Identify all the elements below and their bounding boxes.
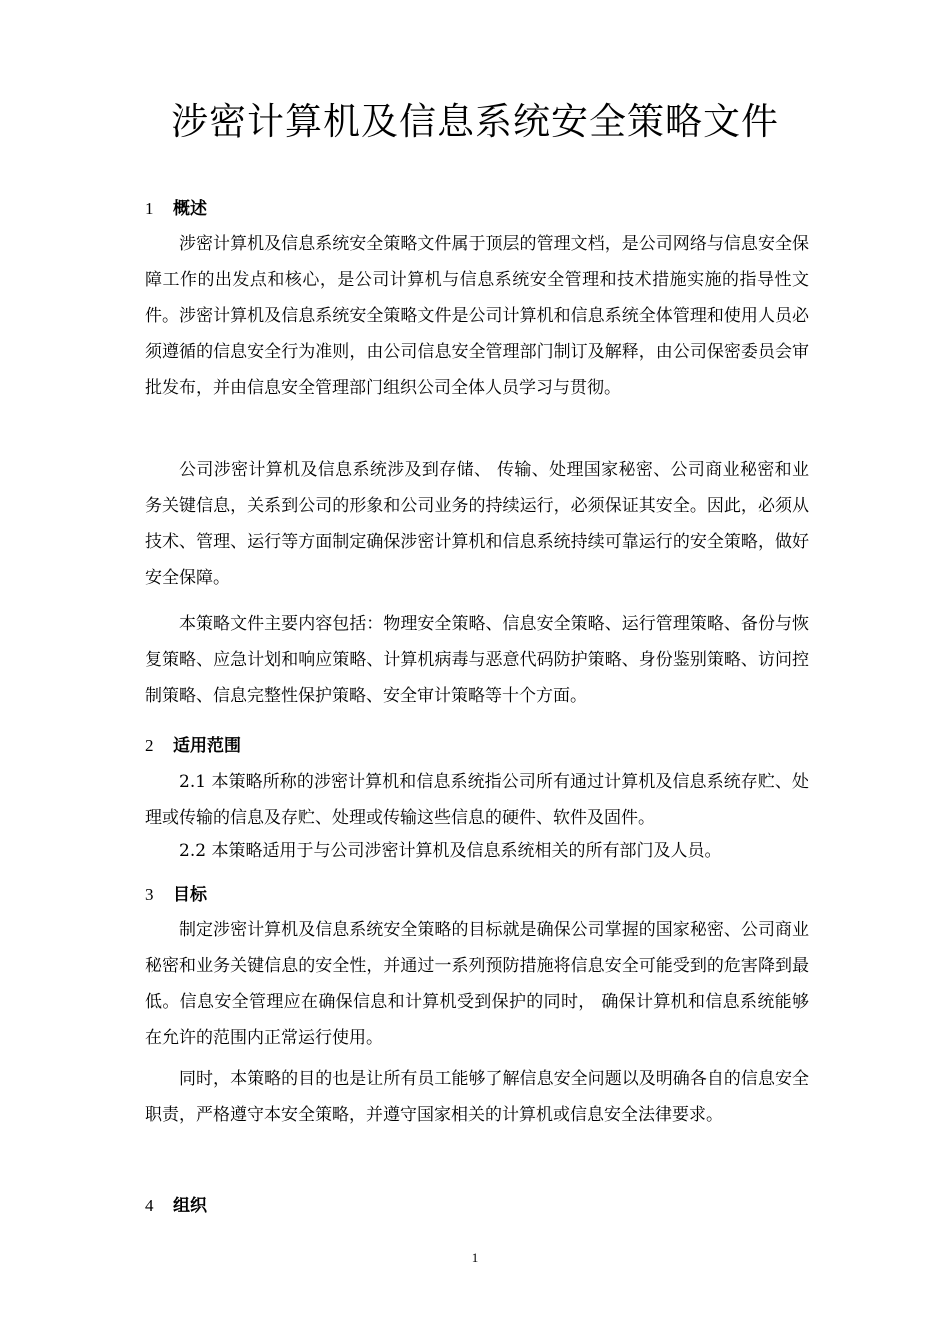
section-title: 适用范围 xyxy=(173,736,241,756)
paragraph: 本策略文件主要内容包括：物理安全策略、信息安全策略、运行管理策略、备份与恢复策略、应急计划和响应策略、计算机病毒与恶意代码防护策略、身份鉴别策略、访问控制策略、信息完整性保护策略、安全审计策略等十个方面。 xyxy=(145,614,809,706)
section-title: 目标 xyxy=(173,885,207,905)
section-heading-3 xyxy=(145,881,207,909)
paragraph: 制定涉密计算机及信息系统安全策略的目标就是确保公司掌握的国家秘密、公司商业秘密和业务关键信息的安全性，并通过一系列预防措施将信息安全可能受到的危害降到最低。信息安全管理应在确保信息和计算机受到保护的同时， 确保计算机和信息系统能够在允许的范围内正常运行使用。 xyxy=(145,920,809,1048)
paragraph: 公司涉密计算机及信息系统涉及到存储、 传输、处理国家秘密、公司商业秘密和业务关键信息，关系到公司的形象和公司业务的持续运行，必须保证其安全。因此，必须从技术、管理、运行等方面制定确保涉密计算机和信息系统持续可靠运行的安全策略，做好安全保障。 xyxy=(145,460,809,588)
section-number: 1 xyxy=(145,199,154,218)
section-heading-1 xyxy=(145,195,207,223)
paragraph: 2.2 本策略适用于与公司涉密计算机及信息系统相关的所有部门及人员。 xyxy=(179,841,722,861)
section-heading-2 xyxy=(145,732,241,760)
section-number: 2 xyxy=(145,736,154,755)
section-number: 3 xyxy=(145,885,154,904)
paragraph: 涉密计算机及信息系统安全策略文件属于顶层的管理文档，是公司网络与信息安全保障工作的出发点和核心，是公司计算机与信息系统安全管理和技术措施实施的指导性文件。涉密计算机及信息系统安全策略文件是公司计算机和信息系统全体管理和使用人员必须遵循的信息安全行为准则，由公司信息安全管理部门制订及解释，由公司保密委员会审批发布，并由信息安全管理部门组织公司全体人员学习与贯彻。 xyxy=(145,234,809,398)
section-title: 概述 xyxy=(173,199,207,219)
section-heading-4 xyxy=(145,1192,207,1220)
paragraph: 2.1 本策略所称的涉密计算机和信息系统指公司所有通过计算机及信息系统存贮、处理或传输的信息及存贮、处理或传输这些信息的硬件、软件及固件。 xyxy=(145,772,809,828)
page-number: 1 xyxy=(471,1250,479,1265)
section-number: 4 xyxy=(145,1196,154,1215)
section-title: 组织 xyxy=(173,1196,207,1216)
paragraph: 同时，本策略的目的也是让所有员工能够了解信息安全问题以及明确各自的信息安全职责，严格遵守本安全策略，并遵守国家相关的计算机或信息安全法律要求。 xyxy=(145,1069,809,1125)
document-title: 涉密计算机及信息系统安全策略文件 xyxy=(171,100,779,143)
